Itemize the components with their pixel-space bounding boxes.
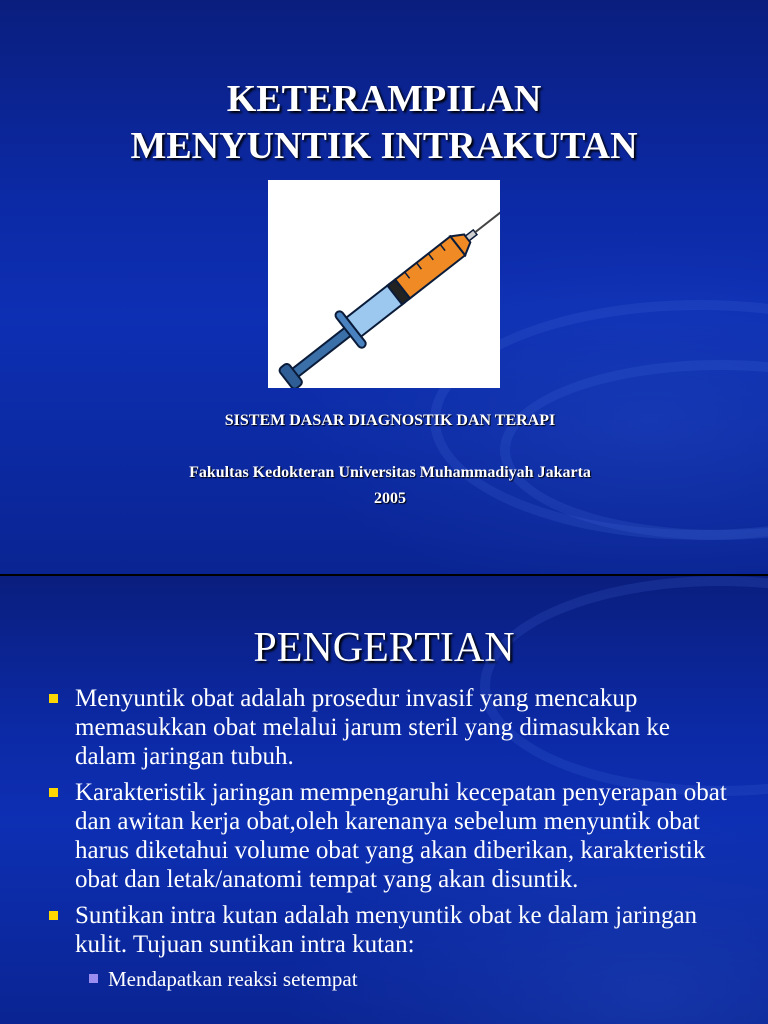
bullet-item [0,901,768,959]
slide-title [0,76,768,170]
content-slide [0,576,768,1024]
title-line-1: KETERAMPILAN [226,78,542,120]
sub-bullet-text: Mendapatkan reaksi setempat [108,967,358,991]
syringe-image [268,180,500,388]
square-bullet-icon [49,911,58,920]
sub-bullet-item [0,966,768,992]
slide-title: PENGERTIAN [253,625,515,671]
institution: Fakultas Kedokteran Universitas Muhammadiyah Jakarta [189,464,591,481]
bullet-item [0,778,768,894]
bullet-text: Karakteristik jaringan mempengaruhi kecepatan penyerapan obat dan awitan kerja obat,oleh karenanya sebelum menyuntik obat harus diketahui volume obat yang akan diberikan, karakteristik obat dan letak/anatomi tempat yang akan disuntik. [75,779,727,893]
year: 2005 [374,490,406,507]
bullet-text: Suntikan intra kutan adalah menyuntik obat ke dalam jaringan kulit. Tujuan suntikan intra kutan: [75,902,698,958]
square-sub-bullet-icon [89,974,98,983]
subtitle: SISTEM DASAR DIAGNOSTIK DAN TERAPI [224,412,556,429]
bullet-list [0,684,768,992]
square-bullet-icon [49,788,58,797]
syringe-icon [268,180,500,388]
bullet-item [0,684,768,771]
square-bullet-icon [49,694,58,703]
bullet-text: Menyuntik obat adalah prosedur invasif yang mencakup memasukkan obat melalui jarum steril yang dimasukkan ke dalam jaringan tubuh. [75,685,670,770]
title-line-2: MENYUNTIK INTRAKUTAN [130,125,638,167]
